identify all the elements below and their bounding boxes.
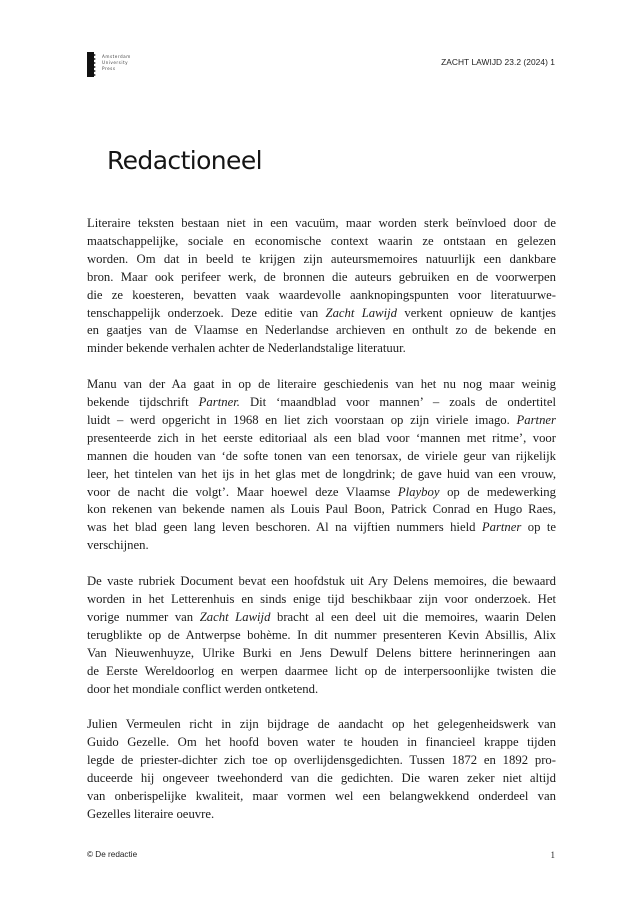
text-line <box>87 466 556 484</box>
text-line <box>87 591 556 609</box>
text-line <box>87 448 556 466</box>
text-line <box>87 788 556 806</box>
text-run: die ze koesteren, bevatten vaak waardevolle aanknopingspunten voor literatuurwe- <box>87 287 556 302</box>
text-run: luidt – werd opgericht in 1968 en liet zich voorstaan op zijn viriele imago. <box>87 412 517 427</box>
text-line <box>87 645 556 663</box>
text-line <box>87 484 556 502</box>
text-line <box>87 251 556 269</box>
text-run: op te <box>521 520 556 535</box>
text-line <box>87 394 556 412</box>
italic-title: Partner <box>481 520 522 535</box>
text-run: bracht al een deel uit die memoires, waarin Delen <box>270 609 556 624</box>
text-run: en gaatjes van de Vlaamse en Nederlandse archieven en onthult zo de bekende en <box>87 323 556 338</box>
text-line <box>87 412 556 430</box>
text-run: vorige nummer van <box>87 609 200 624</box>
text-line <box>87 734 556 752</box>
text-line <box>87 269 556 287</box>
text-run: Julien Vermeulen richt in zijn bijdrage de aandacht op het gelegenheidswerk van <box>87 717 556 732</box>
text-run: presenteerde zich in het eerste editoriaal als een blad voor ‘mannen met ritme’, voor <box>87 430 556 445</box>
text-run: maatschappelijke, sociale en economische context waarin ze ontstaan en gelezen <box>87 233 556 248</box>
text-run: Manu van der Aa gaat in op de literaire geschiedenis van het nu nog maar weinig <box>87 377 556 392</box>
text-run: op de medewerking <box>439 484 556 499</box>
text-line <box>87 322 556 340</box>
text-run: worden in het Letterenhuis en sinds enige tijd beschikbaar zijn voor onderzoek. Het <box>87 592 556 606</box>
text-line <box>87 233 556 251</box>
article-body <box>87 215 556 842</box>
text-run: bron. Maar ook perifeer werk, de bronnen die auteurs gebruiken en de voorwerpen <box>87 269 556 284</box>
text-line <box>87 215 556 233</box>
text-line <box>87 609 556 627</box>
body-paragraph <box>87 716 556 823</box>
text-run: verschijnen. <box>87 538 149 553</box>
text-line <box>87 681 556 699</box>
text-run: de Eerste Wereldoorlog en werpen daarmee licht op de interpersoonlijke twisten die <box>87 663 556 678</box>
text-run: was het blad geen lang leven beschoren. Al na vijftien nummers hield <box>87 520 482 535</box>
text-run: duceerde hij ongeveer tweehonderd van die gedichten. Die waren zeker niet altijd <box>87 771 556 786</box>
text-line <box>87 501 556 519</box>
text-run: voor de nacht die volgt’. Maar hoewel deze Vlaamse <box>87 484 398 499</box>
italic-title: Partner. <box>198 395 240 410</box>
text-line <box>87 716 556 734</box>
text-run: Van Nieuwenhuyze, Ulrike Burki en Jens Dewulf Delens bittere herinneringen aan <box>87 645 556 660</box>
text-run: Gezelles literaire oeuvre. <box>87 806 215 821</box>
italic-title: Partner <box>516 412 556 427</box>
text-run: mannen die houden van ‘de softe tonen van een tenorsax, de viriele geur van rijkelijk <box>87 448 556 463</box>
text-line <box>87 663 556 681</box>
text-run: Literaire teksten bestaan niet in een vacuüm, maar worden sterk beïnvloed door de <box>87 216 556 230</box>
text-run: van onberispelijke kwaliteit, maar vormen wel een belangwekkend onderdeel van <box>87 788 556 803</box>
copyright-notice: © De redactie <box>87 850 138 859</box>
text-line <box>87 376 556 394</box>
text-run: terugblikte op de Antwerpse bohème. In dit nummer presenteren Kevin Absillis, Alix <box>87 627 556 642</box>
running-head: ZACHT LAWIJD 23.2 (2024) 1 <box>441 57 555 67</box>
publisher-name-line: Amsterdam <box>102 54 131 59</box>
text-line <box>87 806 556 824</box>
body-paragraph <box>87 573 556 698</box>
italic-title: Zacht Lawijd <box>325 305 398 320</box>
text-line <box>87 627 556 645</box>
publisher-logo <box>87 52 131 77</box>
publisher-name-line: Press <box>102 66 116 72</box>
publisher-name <box>102 54 131 73</box>
text-run: Dit ‘maandblad voor mannen’ – zoals de ondertitel <box>239 395 556 410</box>
text-run: door het mondiale conflict werden ontketend. <box>87 681 319 696</box>
text-run: worden. Om dat in beeld te krijgen zijn auteursmemoires natuurlijk een dankbare <box>87 251 556 266</box>
text-line <box>87 430 556 448</box>
text-run: legde de priester-dichter zich toe op overlijdensgedichten. Tussen 1872 en 1892 pro- <box>87 753 556 768</box>
text-line <box>87 519 556 537</box>
article-title: Redactioneel <box>107 146 262 175</box>
text-line <box>87 537 556 555</box>
text-run: Guido Gezelle. Om het hoofd boven water te houden in financieel krappe tijden <box>87 735 556 750</box>
body-paragraph <box>87 215 556 358</box>
text-line <box>87 573 556 591</box>
italic-title: Zacht Lawijd <box>199 609 271 624</box>
page-number: 1 <box>550 850 555 860</box>
text-line <box>87 752 556 770</box>
text-run: kon rekenen van bekende namen als Louis Paul Boon, Patrick Conrad en Hugo Raes, <box>87 502 556 517</box>
text-line <box>87 340 556 358</box>
text-run: verkent opnieuw de kantjes <box>397 305 556 320</box>
text-line <box>87 287 556 305</box>
text-run: bekende tijdschrift <box>87 395 199 410</box>
publisher-name-line: University <box>102 60 129 66</box>
text-run: minder bekende verhalen achter de Nederlandstalige literatuur. <box>87 341 406 356</box>
italic-title: Playboy <box>397 484 440 499</box>
text-run: tenschappelijk onderzoek. Deze editie van <box>87 305 326 320</box>
text-line <box>87 770 556 788</box>
body-paragraph <box>87 376 556 555</box>
text-line <box>87 305 556 323</box>
text-run: leer, het tintelen van het ijs in het glas met de longdrink; de gave huid van een vrouw, <box>87 466 556 481</box>
aup-logo-icon <box>87 52 96 77</box>
text-run: De vaste rubriek Document bevat een hoofdstuk uit Ary Delens memoires, die bewaard <box>87 574 556 589</box>
